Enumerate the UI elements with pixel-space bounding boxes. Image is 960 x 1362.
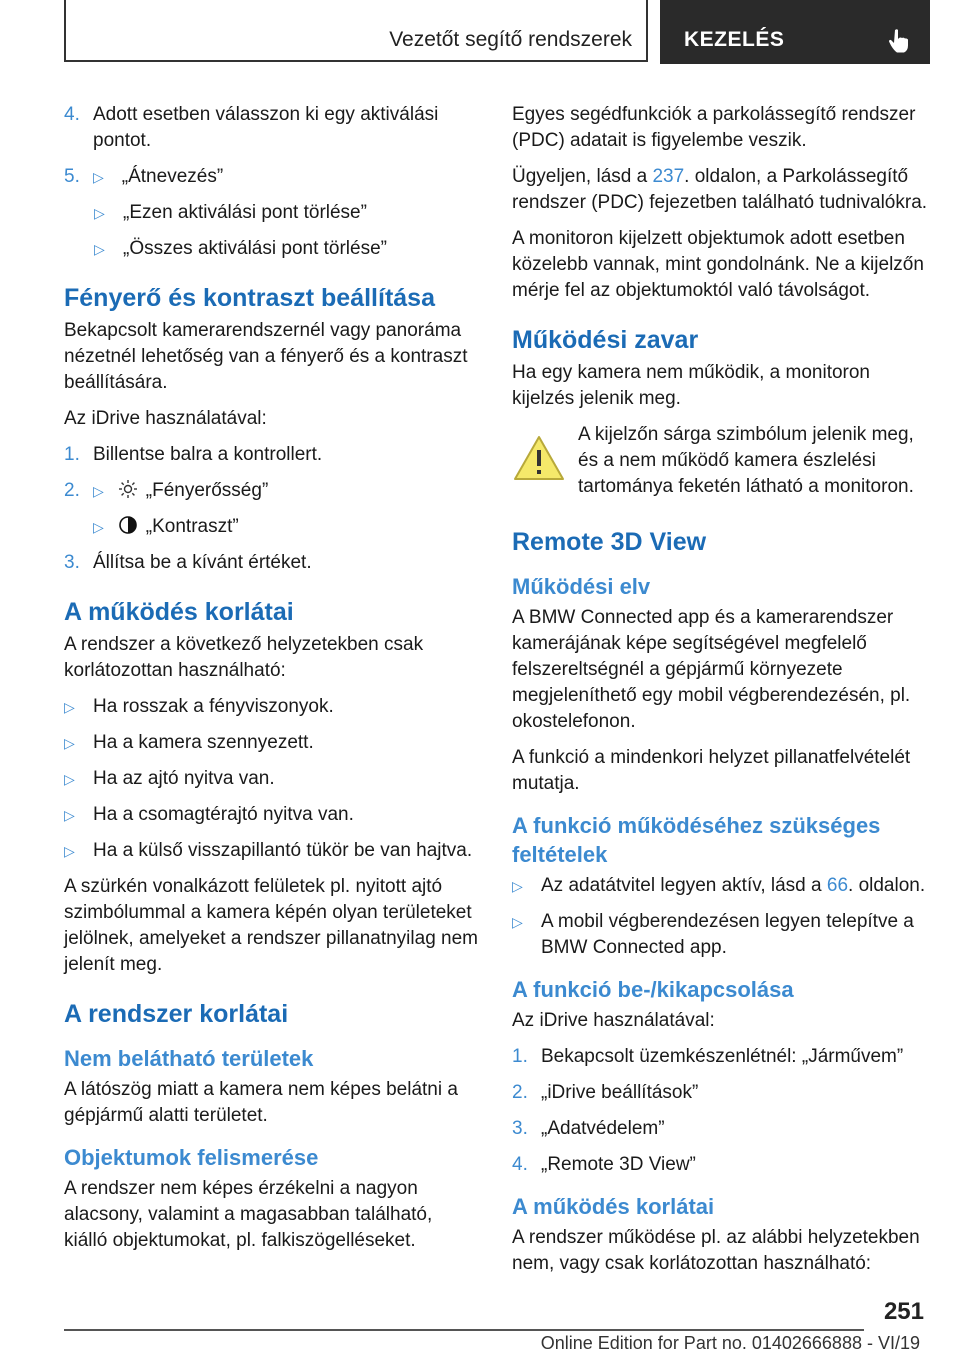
step-number: 4. [512, 1154, 528, 1175]
paragraph: A rendszer a következő helyzetekben csak korlátozottan használható: [64, 634, 424, 681]
page-number: 251 [883, 1298, 924, 1325]
edition-note: Online Edition for Part no. 01402666888 - VI/19 [540, 1333, 920, 1353]
triangle-icon: ▷ [64, 699, 75, 715]
subsection-heading: Nem belátható területek [64, 1046, 314, 1071]
paragraph: Bekapcsolt kamerarendszernél vagy panoráma nézetnél lehetőség van a fényerő és a kontraszt beállítására. [64, 320, 468, 393]
step-4: 4. „Remote 3D View” [512, 1152, 928, 1178]
step-2-sub: ▷ „Kontraszt” [93, 516, 239, 537]
paragraph: Az iDrive használatával: [64, 408, 267, 429]
brightness-icon [118, 479, 138, 499]
list-item: ▷ A mobil végberendezésen legyen telepítve a BMW Connected app. [512, 911, 914, 958]
step-3: 3. „Adatvédelem” [512, 1116, 928, 1142]
paragraph: Az iDrive használatával: [512, 1010, 715, 1031]
paragraph: A funkció a mindenkori helyzet pillanatfelvételét mutatja. [512, 747, 911, 794]
step-1: 1. Billentse balra a kontrollert. [64, 442, 478, 468]
list-item: ▷ Ha az ajtó nyitva van. [64, 766, 478, 792]
triangle-icon: ▷ [512, 878, 523, 894]
paragraph: A szürkén vonalkázott felületek pl. nyitott ajtó szimbólummal a kamera képén olyan területeket jelölnek, amelyeket a rendszer pillanatnyilag nem jelenít meg. [64, 876, 479, 975]
list-item: ▷ Ha rosszak a fényviszonyok. [64, 694, 478, 720]
step-2: 2. „iDrive beállítások” [512, 1080, 928, 1106]
footer-divider [64, 1329, 864, 1331]
step-number: 4. [64, 104, 80, 125]
step-3: 3. Állítsa be a kívánt értéket. [64, 550, 478, 576]
warning-note: A kijelzőn sárga szimbólum jelenik meg, és a nem működő kamera észlelési tartománya feketén látható a monitoron. [512, 422, 928, 500]
page-link-66[interactable]: 66 [826, 875, 849, 896]
paragraph: A monitoron kijelzett objektumok adott esetben közelebb vannak, mint gondolnánk. Ne a kijelzőn mérje fel az objektumoktól való távolságot. [512, 228, 924, 301]
section-heading: A működés korlátai [64, 598, 294, 626]
triangle-icon: ▷ [93, 519, 104, 535]
step-number: 5. [64, 166, 80, 187]
paragraph: Egyes segédfunkciók a parkolássegítő rendszer (PDC) adatait is figyelembe veszik. [512, 104, 916, 151]
warning-triangle-icon [512, 434, 566, 482]
step-number: 1. [512, 1046, 528, 1067]
paragraph: A rendszer nem képes érzékelni a nagyon alacsony, valamint a magasabban található, kiálló objektumokat, pl. falkiszögelléseket. [64, 1178, 433, 1251]
paragraph: A látószög miatt a kamera nem képes belátni a gépjármű alatti területet. [64, 1079, 458, 1126]
triangle-icon: ▷ [64, 735, 75, 751]
step-number: 2. [512, 1082, 528, 1103]
page-header [64, 0, 930, 64]
right-column [512, 102, 928, 1287]
subsection-heading: Objektumok felismerése [64, 1145, 319, 1170]
header-section-box [64, 0, 648, 62]
header-chapter-box [660, 0, 930, 64]
paragraph: A BMW Connected app és a kamerarendszer kamerájának képe segítségével megfelelő felszereltségnél a gépjármű környezete megjeleníthető egy mobil végberendezésén, pl. okostelefonon. [512, 607, 911, 732]
chapter-title: KEZELÉS [684, 28, 785, 51]
paragraph: Ha egy kamera nem működik, a monitoron kijelzés jelenik meg. [512, 362, 870, 409]
section-title: Vezetőt segítő rendszerek [389, 28, 632, 51]
step-number: 2. [64, 480, 80, 501]
step-number: 1. [64, 444, 80, 465]
step-number: 3. [512, 1118, 528, 1139]
triangle-icon: ▷ [64, 771, 75, 787]
triangle-icon: ▷ [64, 807, 75, 823]
subsection-heading: A működés korlátai [512, 1194, 715, 1219]
list-item: ▷ Ha a csomagtérajtó nyitva van. [64, 802, 478, 828]
step-5: 5. ▷ „Átnevezés” [64, 164, 478, 190]
section-heading: Fényerő és kontraszt beállítása [64, 284, 435, 312]
subsection-heading: A funkció be-/kikapcsolása [512, 977, 794, 1002]
list-item: ▷ Ha a kamera szennyezett. [64, 730, 478, 756]
section-heading: Működési zavar [512, 326, 699, 354]
subsection-heading: A funkció működéséhez szükséges feltételek [512, 813, 881, 867]
triangle-icon: ▷ [93, 483, 104, 499]
section-heading: Remote 3D View [512, 528, 707, 556]
subsection-heading: Működési elv [512, 574, 651, 599]
left-column [64, 102, 478, 1264]
sub-item: ▷ „Összes aktiválási pont törlése” [64, 236, 478, 262]
page-link-237[interactable]: 237 [652, 166, 685, 187]
contrast-icon [118, 515, 138, 535]
triangle-icon: ▷ [512, 914, 523, 930]
paragraph: Ügyeljen, lásd a 237. oldalon, a Parkolássegítő rendszer (PDC) fejezetben található tudnivalókra. [512, 166, 928, 213]
sub-item: ▷ „Ezen aktiválási pont törlése” [64, 200, 478, 226]
step-1: 1. Bekapcsolt üzemkészenlétnél: „Járművem” [512, 1044, 928, 1070]
step-2: 2. ▷ „Fényerősség” [64, 478, 478, 504]
list-item: ▷ Ha a külső visszapillantó tükör be van hajtva. [64, 838, 478, 864]
paragraph: A rendszer működése pl. az alábbi helyzetekben nem, vagy csak korlátozottan használható: [512, 1227, 920, 1274]
hand-pointer-icon [888, 28, 912, 54]
step-number: 3. [64, 552, 80, 573]
section-heading: A rendszer korlátai [64, 1000, 289, 1028]
triangle-icon: ▷ [94, 241, 105, 257]
triangle-icon: ▷ [93, 169, 104, 185]
step-4: 4. Adott esetben válasszon ki egy aktiválási pontot. [64, 104, 439, 151]
list-item: ▷ Az adatátvitel legyen aktív, lásd a 66. oldalon. [512, 873, 928, 899]
triangle-icon: ▷ [64, 843, 75, 859]
triangle-icon: ▷ [94, 205, 105, 221]
